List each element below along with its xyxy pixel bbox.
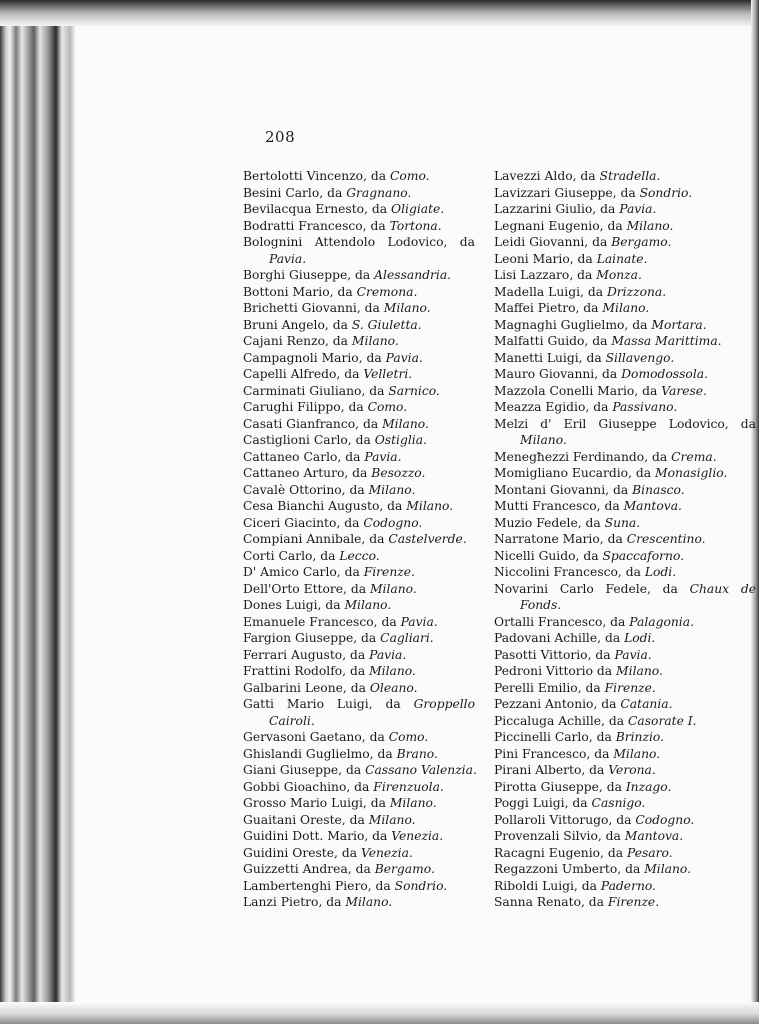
list-item [494,713,756,730]
place-name: Milano. [368,482,416,497]
place-name: Sondrio. [639,185,693,200]
person-name: Ortalli Francesco, da [494,614,630,629]
list-item [243,564,475,581]
place-name: Venezia. [360,845,413,860]
list-item [243,317,475,334]
person-name: Padovani Achille, da [494,631,625,645]
person-name: Giani Giuseppe, da [243,763,366,777]
list-item [243,432,475,449]
list-item [494,812,756,829]
person-name: Niccolini Francesco, da [494,565,645,579]
place-name: Como. [367,400,408,414]
person-name: Capelli Alfredo, da [243,367,364,381]
place-name: Velletri. [363,367,413,381]
place-name: Casnigo. [591,796,646,810]
place-name: Cassano Valenzia. [365,763,477,777]
person-name: Dell'Orto Ettore, da [243,581,370,596]
place-name: Lainate. [596,251,648,266]
person-name: Sanna Renato, da [494,895,608,909]
person-name: Lavezzi Aldo, da [494,169,600,183]
list-item [494,498,756,515]
place-name: Sondrio. [394,878,448,893]
person-name: Mauro Giovanni, da [494,367,622,381]
person-name: Meazza Egidio, da [494,400,613,414]
list-item [243,746,475,763]
place-name: Inzago. [625,779,672,794]
person-name: Galbarini Leone, da [243,680,370,695]
person-name: Brichetti Giovanni, da [243,301,384,315]
place-name: Mortara. [651,317,707,332]
list-item [243,531,475,548]
place-name: Lodi. [644,565,677,579]
left-name-column [243,168,475,911]
list-item [243,267,475,284]
person-name: Bottoni Mario, da [243,284,357,299]
list-item [243,498,475,515]
person-name: Bolognini Attendolo Lodovico, da [243,235,475,249]
place-name: S. Giuletta. [351,317,422,332]
person-name: Ghislandi Guglielmo, da [243,746,397,761]
person-name: Compiani Annibale, da [243,532,389,546]
place-name: Verona. [608,763,656,777]
person-name: Besini Carlo, da [243,185,347,200]
list-item [243,878,475,895]
place-name: Milano. [520,433,567,447]
place-name: Groppello Cairoli. [269,697,475,728]
place-name: Oligiate. [391,202,445,216]
person-name: Lanzi Pietro, da [243,895,346,909]
person-name: Pezzani Antonio, da [494,697,621,711]
person-name: Riboldi Luigi, da [494,878,601,893]
place-name: Cremona. [356,284,418,299]
place-name: Passivano. [612,400,678,414]
list-item [494,647,756,664]
person-name: Narratone Mario, da [494,532,627,546]
list-item [243,729,475,746]
place-name: Como. [390,169,430,183]
person-name: Legnani Eugenio, da [494,218,627,233]
person-name: Pasotti Vittorio, da [494,647,615,662]
list-item [494,515,756,532]
person-name: Fargion Giuseppe, da [243,631,381,645]
place-name: Crescentino. [626,532,706,546]
list-item [494,663,756,680]
list-item [494,762,756,779]
list-item [494,795,756,812]
list-item [243,894,475,911]
place-name: Brinzio. [615,730,664,744]
list-item [494,350,756,367]
person-name: Carminati Giuliano, da [243,383,389,398]
place-name: Bergamo. [611,235,672,249]
place-name: Castelverde. [388,532,467,546]
person-name: Cavalè Ottorino, da [243,482,369,497]
place-name: Pavia. [369,647,407,662]
list-item [243,845,475,862]
place-name: Crema. [671,449,717,464]
list-item [494,234,756,251]
list-item [243,680,475,697]
place-name: Mantova. [624,829,684,843]
list-item [494,531,756,548]
person-name: Maffei Pietro, da [494,301,603,315]
list-item [494,218,756,235]
person-name: Lazzarini Giulio, da [494,202,620,216]
place-name: Milano. [406,499,454,513]
place-name: Firenzuola. [373,779,444,794]
list-item [243,399,475,416]
place-name: Mantova. [623,499,682,513]
list-item [494,168,756,185]
list-item [243,515,475,532]
list-item [494,894,756,911]
place-name: Firenze. [604,680,656,695]
place-name: Milano. [369,664,416,678]
person-name: Borghi Giuseppe, da [243,268,375,282]
person-name: Gobbi Gioachino, da [243,779,374,794]
place-name: Milano. [345,895,393,909]
place-name: Milano. [389,796,437,810]
place-name: Tortona. [389,218,442,233]
list-item [494,333,756,350]
place-name: Pavia. [385,350,423,365]
list-item [494,581,756,614]
place-name: Bergamo. [374,862,435,876]
person-name: Pini Francesco, da [494,746,614,761]
list-item [494,317,756,334]
list-item [494,696,756,713]
place-name: Stradella. [599,169,661,183]
list-item [243,201,475,218]
scan-top-edge [0,0,759,26]
place-name: Ostiglia. [374,433,427,447]
place-name: Milano. [644,862,691,876]
person-name: Corti Carlo, da [243,548,340,563]
place-name: Paderno. [600,878,656,893]
person-name: Casati Gianfranco, da [243,416,383,431]
list-item [494,482,756,499]
place-name: Drizzona. [606,284,667,299]
list-item [243,449,475,466]
list-item [494,416,756,449]
person-name: Cajani Renzo, da [243,334,352,348]
person-name: Leidi Giovanni, da [494,235,612,249]
list-item [243,581,475,598]
person-name: D' Amico Carlo, da [243,565,364,579]
person-name: Regazzoni Umberto, da [494,862,645,876]
place-name: Milano. [369,581,417,596]
list-item [243,366,475,383]
list-item [494,845,756,862]
place-name: Besozzo. [371,466,426,480]
place-name: Varese. [661,383,707,398]
place-name: Milano. [616,664,663,678]
person-name: Melzi d' Eril Giuseppe Lodovico, da [494,416,756,431]
place-name: Monza. [596,268,642,282]
person-name: Perelli Emilio, da [494,680,605,695]
person-name: Menegħezzi Ferdinando, da [494,449,672,464]
person-name: Castiglioni Carlo, da [243,433,375,447]
list-item [243,465,475,482]
place-name: Monasiglio. [655,466,728,480]
person-name: Pirotta Giuseppe, da [494,779,626,794]
scan-bottom-edge [0,1002,759,1024]
place-name: Milano. [613,746,661,761]
list-item [494,465,756,482]
place-name: Lodi. [624,631,656,645]
place-name: Catania. [620,697,673,711]
place-name: Gragnano. [346,185,412,200]
place-name: Milano. [368,812,416,827]
list-item [243,185,475,202]
place-name: Venezia. [391,829,444,843]
person-name: Grosso Mario Luigi, da [243,796,390,810]
person-name: Guidini Oreste, da [243,845,361,860]
place-name: Oleano. [369,680,418,695]
list-item [243,614,475,631]
place-name: Milano. [602,301,650,315]
person-name: Bevilacqua Ernesto, da [243,202,392,216]
list-item [494,267,756,284]
list-item [494,680,756,697]
person-name: Emanuele Francesco, da [243,614,401,629]
person-name: Manetti Luigi, da [494,350,606,365]
person-name: Lavizzari Giuseppe, da [494,185,640,200]
list-item [243,300,475,317]
person-name: Guaitani Oreste, da [243,812,369,827]
place-name: Palagonia. [629,614,694,629]
list-item [243,762,475,779]
person-name: Cesa Bianchi Augusto, da [243,499,407,513]
person-name: Malfatti Guido, da [494,334,612,348]
list-item [494,729,756,746]
person-name: Pollaroli Vittorugo, da [494,812,636,827]
person-name: Montani Giovanni, da [494,482,633,497]
person-name: Ciceri Giacinto, da [243,515,364,530]
list-item [243,234,475,267]
person-name: Guizzetti Andrea, da [243,862,375,876]
person-name: Piccaluga Achille, da [494,713,628,728]
place-name: Pavia. [400,614,438,629]
list-item [243,663,475,680]
place-name: Suna. [604,515,641,530]
list-item [243,548,475,565]
place-name: Cagliari. [380,631,434,645]
person-name: Pirani Alberto, da [494,763,609,777]
place-name: Firenze. [363,565,415,579]
list-item [243,630,475,647]
person-name: Bodratti Francesco, da [243,218,390,233]
person-name: Cattaneo Arturo, da [243,466,372,480]
person-name: Novarini Carlo Fedele, da [494,581,690,596]
list-item [243,350,475,367]
list-item [243,333,475,350]
person-name: Pedroni Vittorio da [494,664,617,678]
person-name: Muzio Fedele, da [494,515,605,530]
person-name: Carughi Filippo, da [243,400,368,414]
person-name: Bruni Angelo, da [243,317,352,332]
place-name: Milano. [383,301,431,315]
place-name: Sarnico. [388,383,440,398]
place-name: Lecco. [339,548,380,563]
person-name: Bertolotti Vincenzo, da [243,169,391,183]
person-name: Racagni Eugenio, da [494,845,627,860]
book-spine-shadow [0,0,76,1024]
place-name: Binasco. [632,482,685,497]
person-name: Campagnoli Mario, da [243,350,386,365]
list-item [494,548,756,565]
place-name: Brano. [396,746,438,761]
person-name: Dones Luigi, da [243,598,345,612]
list-item [243,383,475,400]
person-name: Ferrari Augusto, da [243,647,370,662]
place-name: Firenze. [607,895,660,909]
list-item [243,779,475,796]
place-name: Chaux de Fonds. [520,581,756,612]
place-name: Milano. [351,334,399,348]
place-name: Pavia. [614,647,652,662]
list-item [494,399,756,416]
person-name: Gervasoni Gaetano, da [243,730,389,744]
list-item [243,597,475,614]
person-name: Madella Luigi, da [494,284,607,299]
person-name: Poggi Luigi, da [494,796,592,810]
list-item [494,861,756,878]
list-item [494,383,756,400]
list-item [494,284,756,301]
list-item [494,251,756,268]
person-name: Cattaneo Carlo, da [243,449,365,464]
list-item [243,795,475,812]
place-name: Sillavengo. [605,350,675,365]
list-item [243,861,475,878]
place-name: Alessandria. [374,268,452,282]
list-item [494,201,756,218]
person-name: Gatti Mario Luigi, da [243,697,414,711]
list-item [243,416,475,433]
place-name: Codogno. [363,515,423,530]
person-name: Mutti Francesco, da [494,499,624,513]
list-item [494,746,756,763]
list-item [494,779,756,796]
place-name: Casorate I. [627,713,697,728]
page-number: 208 [265,128,296,146]
place-name: Milano. [344,598,392,612]
place-name: Pesaro. [626,845,673,860]
place-name: Pavia. [619,202,657,216]
person-name: Mazzola Conelli Mario, da [494,383,662,398]
list-item [494,185,756,202]
place-name: Spaccaforno. [602,548,685,563]
list-item [243,482,475,499]
place-name: Massa Marittima. [611,334,722,348]
person-name: Frattini Rodolfo, da [243,664,370,678]
list-item [243,218,475,235]
place-name: Como. [388,730,429,744]
place-name: Milano. [626,218,674,233]
person-name: Provenzali Silvio, da [494,829,625,843]
list-item [494,366,756,383]
list-item [243,812,475,829]
list-item [494,878,756,895]
place-name: Pavia. [364,449,402,464]
list-item [494,614,756,631]
person-name: Guidini Dott. Mario, da [243,829,392,843]
place-name: Domodossola. [621,367,708,381]
list-item [243,696,475,729]
place-name: Milano. [382,416,429,431]
person-name: Momigliano Eucardio, da [494,466,656,480]
list-item [243,647,475,664]
list-item [494,449,756,466]
list-item [243,828,475,845]
list-item [494,630,756,647]
list-item [494,564,756,581]
place-name: Codogno. [635,812,695,827]
person-name: Lambertenghi Piero, da [243,878,395,893]
person-name: Leoni Mario, da [494,251,597,266]
place-name: Pavia. [269,251,307,266]
list-item [243,284,475,301]
person-name: Piccinelli Carlo, da [494,730,616,744]
person-name: Nicelli Guido, da [494,548,603,563]
person-name: Magnaghi Guglielmo, da [494,317,652,332]
list-item [243,168,475,185]
right-name-column [494,168,756,911]
person-name: Lisi Lazzaro, da [494,268,597,282]
list-item [494,828,756,845]
list-item [494,300,756,317]
